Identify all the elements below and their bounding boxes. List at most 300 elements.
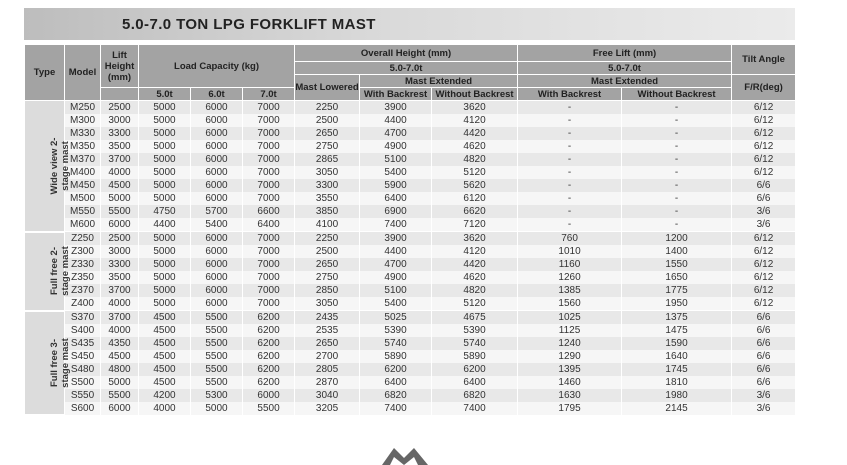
cell-model: M500 <box>65 192 101 205</box>
cell-without-backrest: 4120 <box>432 245 518 258</box>
cell-fl-with-backrest: - <box>518 192 622 205</box>
table-row <box>25 127 796 140</box>
cell-fl-with-backrest: 1260 <box>518 271 622 284</box>
cell-cap-5t: 4750 <box>139 205 191 218</box>
cell-tilt-angle: 6/6 <box>732 337 796 350</box>
table-row <box>25 350 796 363</box>
cell-cap-5t: 4400 <box>139 218 191 232</box>
cell-fl-without-backrest: 1810 <box>622 376 732 389</box>
header-without-backrest: Without Backrest <box>432 88 518 101</box>
cell-model: Z300 <box>65 245 101 258</box>
cell-cap-6t: 6000 <box>191 114 243 127</box>
cell-without-backrest: 4820 <box>432 153 518 166</box>
cell-model: S480 <box>65 363 101 376</box>
cell-without-backrest: 4420 <box>432 258 518 271</box>
cell-cap-7t: 6200 <box>243 350 295 363</box>
table-row <box>25 389 796 402</box>
cell-with-backrest: 5900 <box>360 179 432 192</box>
table-row <box>25 179 796 192</box>
cell-cap-5t: 4500 <box>139 324 191 337</box>
table-row <box>25 284 796 297</box>
cell-cap-7t: 7000 <box>243 192 295 205</box>
cell-cap-7t: 6200 <box>243 376 295 389</box>
header-cap-7t: 7.0t <box>243 88 295 101</box>
cell-mast-lowered: 3050 <box>295 166 360 179</box>
cell-cap-6t: 5500 <box>191 363 243 376</box>
cell-fl-without-backrest: - <box>622 218 732 232</box>
mast-spec-table <box>24 44 796 416</box>
cell-without-backrest: 6620 <box>432 205 518 218</box>
cell-cap-5t: 5000 <box>139 297 191 311</box>
cell-fl-with-backrest: 1795 <box>518 402 622 415</box>
cell-tilt-angle: 6/12 <box>732 166 796 179</box>
table-row <box>25 297 796 311</box>
cell-fl-without-backrest: 1775 <box>622 284 732 297</box>
cell-tilt-angle: 6/6 <box>732 311 796 325</box>
cell-without-backrest: 5890 <box>432 350 518 363</box>
cell-with-backrest: 7400 <box>360 402 432 415</box>
cell-cap-5t: 5000 <box>139 232 191 246</box>
cell-cap-5t: 5000 <box>139 258 191 271</box>
cell-mast-lowered: 2850 <box>295 284 360 297</box>
cell-model: M550 <box>65 205 101 218</box>
cell-mast-lowered: 2650 <box>295 258 360 271</box>
cell-fl-without-backrest: - <box>622 179 732 192</box>
cell-with-backrest: 5100 <box>360 153 432 166</box>
cell-tilt-angle: 6/12 <box>732 258 796 271</box>
cell-fl-without-backrest: - <box>622 205 732 218</box>
cell-fl-with-backrest: 1460 <box>518 376 622 389</box>
cell-fl-with-backrest: 1385 <box>518 284 622 297</box>
cell-cap-6t: 5700 <box>191 205 243 218</box>
cell-cap-5t: 4500 <box>139 363 191 376</box>
cell-mast-lowered: 2700 <box>295 350 360 363</box>
cell-fl-with-backrest: 1025 <box>518 311 622 325</box>
cell-fl-without-backrest: 1590 <box>622 337 732 350</box>
title-bar <box>24 8 795 40</box>
cell-cap-5t: 5000 <box>139 101 191 115</box>
cell-fl-with-backrest: 1160 <box>518 258 622 271</box>
cell-lift-height: 6000 <box>101 218 139 232</box>
cell-cap-6t: 5500 <box>191 324 243 337</box>
cell-tilt-angle: 6/12 <box>732 245 796 258</box>
cell-model: S450 <box>65 350 101 363</box>
header-free-lift: Free Lift (mm) <box>518 45 732 62</box>
table-row <box>25 153 796 166</box>
cell-model: M600 <box>65 218 101 232</box>
cell-model: M400 <box>65 166 101 179</box>
cell-cap-7t: 7000 <box>243 101 295 115</box>
cell-cap-7t: 7000 <box>243 284 295 297</box>
cell-mast-lowered: 2435 <box>295 311 360 325</box>
cell-mast-lowered: 2650 <box>295 337 360 350</box>
cell-without-backrest: 4420 <box>432 127 518 140</box>
cell-with-backrest: 3900 <box>360 232 432 246</box>
cell-lift-height: 3300 <box>101 127 139 140</box>
table-row <box>25 245 796 258</box>
cell-model: S370 <box>65 311 101 325</box>
header-load-capacity: Load Capacity (kg) <box>139 45 295 88</box>
cell-cap-7t: 7000 <box>243 245 295 258</box>
cell-cap-5t: 4500 <box>139 350 191 363</box>
cell-without-backrest: 7120 <box>432 218 518 232</box>
cell-fl-without-backrest: 1375 <box>622 311 732 325</box>
cell-with-backrest: 3900 <box>360 101 432 115</box>
cell-tilt-angle: 6/6 <box>732 376 796 389</box>
header-overall-height: Overall Height (mm) <box>295 45 518 62</box>
header-mast-lowered: Mast Lowered <box>295 75 360 101</box>
table-body <box>25 101 796 416</box>
cell-cap-6t: 6000 <box>191 284 243 297</box>
cell-fl-without-backrest: - <box>622 114 732 127</box>
cell-cap-6t: 6000 <box>191 153 243 166</box>
cell-with-backrest: 6200 <box>360 363 432 376</box>
cell-cap-5t: 5000 <box>139 192 191 205</box>
cell-with-backrest: 7400 <box>360 218 432 232</box>
table-row <box>25 205 796 218</box>
cell-fl-without-backrest: 1475 <box>622 324 732 337</box>
cell-mast-lowered: 3205 <box>295 402 360 415</box>
cell-mast-lowered: 2535 <box>295 324 360 337</box>
cell-cap-6t: 5400 <box>191 218 243 232</box>
cell-with-backrest: 4400 <box>360 245 432 258</box>
cell-with-backrest: 4700 <box>360 127 432 140</box>
cell-with-backrest: 5890 <box>360 350 432 363</box>
cell-tilt-angle: 6/12 <box>732 114 796 127</box>
table-row <box>25 271 796 284</box>
header-fl-without-backrest: Without Backrest <box>622 88 732 101</box>
cell-cap-7t: 7000 <box>243 166 295 179</box>
table-row <box>25 402 796 415</box>
table-header <box>25 45 796 101</box>
cell-fl-with-backrest: - <box>518 179 622 192</box>
table-row <box>25 324 796 337</box>
cell-tilt-angle: 6/12 <box>732 127 796 140</box>
cell-fl-with-backrest: - <box>518 140 622 153</box>
group-label: Full free 2-stage mast <box>48 246 71 296</box>
cell-tilt-angle: 6/12 <box>732 232 796 246</box>
cell-cap-6t: 5500 <box>191 311 243 325</box>
cell-lift-height: 3300 <box>101 258 139 271</box>
cell-model: S550 <box>65 389 101 402</box>
cell-with-backrest: 5400 <box>360 297 432 311</box>
cell-mast-lowered: 3300 <box>295 179 360 192</box>
cell-with-backrest: 5025 <box>360 311 432 325</box>
cell-cap-7t: 7000 <box>243 127 295 140</box>
page-title: 5.0-7.0 TON LPG FORKLIFT MAST <box>122 16 376 33</box>
cell-with-backrest: 4900 <box>360 140 432 153</box>
cell-lift-height: 4500 <box>101 179 139 192</box>
cell-tilt-angle: 3/6 <box>732 389 796 402</box>
cell-cap-6t: 6000 <box>191 166 243 179</box>
cell-cap-6t: 6000 <box>191 179 243 192</box>
cell-lift-height: 5000 <box>101 192 139 205</box>
cell-tilt-angle: 3/6 <box>732 402 796 415</box>
cell-with-backrest: 6900 <box>360 205 432 218</box>
cell-fl-with-backrest: 1125 <box>518 324 622 337</box>
header-type: Type <box>25 45 65 101</box>
cell-with-backrest: 6400 <box>360 376 432 389</box>
cell-cap-5t: 4500 <box>139 376 191 389</box>
cell-cap-6t: 5500 <box>191 337 243 350</box>
cell-with-backrest: 6400 <box>360 192 432 205</box>
group-label-cell <box>25 232 71 311</box>
cell-model: M300 <box>65 114 101 127</box>
table-row <box>25 140 796 153</box>
group-label: Full free 3-stage mast <box>48 337 71 388</box>
cell-lift-height: 3000 <box>101 245 139 258</box>
cell-cap-5t: 5000 <box>139 140 191 153</box>
cell-without-backrest: 5120 <box>432 297 518 311</box>
cell-cap-5t: 5000 <box>139 271 191 284</box>
cell-lift-height: 4800 <box>101 363 139 376</box>
cell-lift-height: 4500 <box>101 350 139 363</box>
cell-fl-with-backrest: 1290 <box>518 350 622 363</box>
group-label-cell <box>25 311 71 416</box>
group-label: Wide view 2-stage mast <box>48 137 71 195</box>
cell-fl-with-backrest: 760 <box>518 232 622 246</box>
table-row <box>25 218 796 232</box>
cell-model: M250 <box>65 101 101 115</box>
cell-cap-7t: 5500 <box>243 402 295 415</box>
cell-fl-without-backrest: - <box>622 153 732 166</box>
cell-model: M330 <box>65 127 101 140</box>
header-lift-height: Lift Height (mm) <box>101 45 139 88</box>
table-row <box>25 192 796 205</box>
cell-without-backrest: 4675 <box>432 311 518 325</box>
cell-model: Z370 <box>65 284 101 297</box>
cell-model: Z400 <box>65 297 101 311</box>
cell-model: S600 <box>65 402 101 415</box>
cell-fl-without-backrest: - <box>622 192 732 205</box>
cell-cap-5t: 5000 <box>139 245 191 258</box>
cell-lift-height: 3700 <box>101 311 139 325</box>
cell-with-backrest: 5740 <box>360 337 432 350</box>
cell-cap-7t: 7000 <box>243 232 295 246</box>
cell-cap-6t: 6000 <box>191 127 243 140</box>
cell-with-backrest: 4700 <box>360 258 432 271</box>
cell-fl-with-backrest: - <box>518 114 622 127</box>
cell-cap-7t: 6000 <box>243 389 295 402</box>
table-row <box>25 101 796 115</box>
cell-lift-height: 4350 <box>101 337 139 350</box>
header-empty <box>101 88 139 101</box>
cell-model: S500 <box>65 376 101 389</box>
cell-fl-without-backrest: - <box>622 101 732 115</box>
cell-tilt-angle: 6/12 <box>732 271 796 284</box>
cell-model: M350 <box>65 140 101 153</box>
cell-cap-6t: 6000 <box>191 232 243 246</box>
cell-fl-with-backrest: - <box>518 127 622 140</box>
cell-mast-lowered: 2500 <box>295 245 360 258</box>
cell-mast-lowered: 2870 <box>295 376 360 389</box>
cell-model: Z330 <box>65 258 101 271</box>
cell-cap-7t: 7000 <box>243 297 295 311</box>
table-row <box>25 166 796 179</box>
header-fl-range: 5.0-7.0t <box>518 62 732 75</box>
cell-lift-height: 5500 <box>101 389 139 402</box>
cell-lift-height: 3700 <box>101 284 139 297</box>
cell-cap-5t: 4200 <box>139 389 191 402</box>
cell-cap-5t: 5000 <box>139 166 191 179</box>
cell-cap-6t: 5500 <box>191 350 243 363</box>
cell-without-backrest: 6820 <box>432 389 518 402</box>
cell-model: S400 <box>65 324 101 337</box>
header-with-backrest: With Backrest <box>360 88 432 101</box>
cell-cap-7t: 6400 <box>243 218 295 232</box>
cell-tilt-angle: 6/12 <box>732 153 796 166</box>
cell-with-backrest: 4400 <box>360 114 432 127</box>
cell-lift-height: 3700 <box>101 153 139 166</box>
cell-cap-5t: 4000 <box>139 402 191 415</box>
cell-without-backrest: 6400 <box>432 376 518 389</box>
cell-mast-lowered: 2865 <box>295 153 360 166</box>
header-mast-extended: Mast Extended <box>360 75 518 88</box>
cell-cap-6t: 5500 <box>191 376 243 389</box>
header-tilt-fr: F/R(deg) <box>732 75 796 101</box>
header-cap-5t: 5.0t <box>139 88 191 101</box>
cell-cap-6t: 6000 <box>191 140 243 153</box>
cell-with-backrest: 6820 <box>360 389 432 402</box>
cell-fl-with-backrest: - <box>518 205 622 218</box>
table-row <box>25 337 796 350</box>
cell-lift-height: 6000 <box>101 402 139 415</box>
cell-tilt-angle: 6/6 <box>732 363 796 376</box>
cell-without-backrest: 6120 <box>432 192 518 205</box>
cell-cap-5t: 4500 <box>139 311 191 325</box>
cell-mast-lowered: 3550 <box>295 192 360 205</box>
cell-tilt-angle: 6/6 <box>732 192 796 205</box>
header-oh-range: 5.0-7.0t <box>295 62 518 75</box>
cell-lift-height: 4000 <box>101 324 139 337</box>
cell-cap-6t: 6000 <box>191 192 243 205</box>
cell-cap-5t: 5000 <box>139 179 191 192</box>
cell-cap-6t: 6000 <box>191 271 243 284</box>
cell-lift-height: 3500 <box>101 140 139 153</box>
cell-cap-7t: 7000 <box>243 271 295 284</box>
cell-without-backrest: 4620 <box>432 140 518 153</box>
cell-fl-without-backrest: 1400 <box>622 245 732 258</box>
cell-cap-7t: 7000 <box>243 114 295 127</box>
cell-cap-7t: 6200 <box>243 337 295 350</box>
cell-lift-height: 5500 <box>101 205 139 218</box>
cell-lift-height: 4000 <box>101 297 139 311</box>
cell-mast-lowered: 2750 <box>295 140 360 153</box>
cell-mast-lowered: 2500 <box>295 114 360 127</box>
cell-fl-without-backrest: 1650 <box>622 271 732 284</box>
cell-cap-6t: 6000 <box>191 258 243 271</box>
cell-tilt-angle: 6/6 <box>732 179 796 192</box>
cell-fl-with-backrest: 1240 <box>518 337 622 350</box>
cell-without-backrest: 5740 <box>432 337 518 350</box>
cell-cap-7t: 6200 <box>243 363 295 376</box>
table-row <box>25 311 796 325</box>
header-tilt-angle: Tilt Angle <box>732 45 796 75</box>
cell-without-backrest: 3620 <box>432 101 518 115</box>
cell-lift-height: 4000 <box>101 166 139 179</box>
cell-cap-5t: 5000 <box>139 284 191 297</box>
cell-fl-with-backrest: 1010 <box>518 245 622 258</box>
cell-model: S435 <box>65 337 101 350</box>
cell-cap-7t: 6200 <box>243 324 295 337</box>
cell-mast-lowered: 3040 <box>295 389 360 402</box>
cell-mast-lowered: 2750 <box>295 271 360 284</box>
cell-fl-without-backrest: - <box>622 166 732 179</box>
cell-without-backrest: 5620 <box>432 179 518 192</box>
cell-fl-with-backrest: - <box>518 218 622 232</box>
cell-fl-without-backrest: 2145 <box>622 402 732 415</box>
cell-cap-6t: 6000 <box>191 245 243 258</box>
cell-tilt-angle: 6/12 <box>732 297 796 311</box>
table-row <box>25 232 796 246</box>
cell-fl-without-backrest: 1640 <box>622 350 732 363</box>
cell-fl-with-backrest: - <box>518 101 622 115</box>
group-label-cell <box>25 101 71 232</box>
cell-cap-6t: 6000 <box>191 297 243 311</box>
cell-cap-7t: 7000 <box>243 179 295 192</box>
cell-mast-lowered: 3850 <box>295 205 360 218</box>
cell-fl-without-backrest: - <box>622 127 732 140</box>
cell-tilt-angle: 6/12 <box>732 140 796 153</box>
cell-tilt-angle: 3/6 <box>732 205 796 218</box>
cell-lift-height: 2500 <box>101 232 139 246</box>
cell-mast-lowered: 2805 <box>295 363 360 376</box>
cell-with-backrest: 5390 <box>360 324 432 337</box>
header-fl-mast-extended: Mast Extended <box>518 75 732 88</box>
cell-lift-height: 5000 <box>101 376 139 389</box>
cell-without-backrest: 4820 <box>432 284 518 297</box>
cell-without-backrest: 5390 <box>432 324 518 337</box>
cell-fl-without-backrest: 1200 <box>622 232 732 246</box>
cell-lift-height: 2500 <box>101 101 139 115</box>
cell-cap-5t: 5000 <box>139 127 191 140</box>
cell-cap-7t: 6600 <box>243 205 295 218</box>
cell-mast-lowered: 2650 <box>295 127 360 140</box>
cell-cap-6t: 5300 <box>191 389 243 402</box>
cell-without-backrest: 3620 <box>432 232 518 246</box>
cell-tilt-angle: 6/12 <box>732 101 796 115</box>
table-row <box>25 258 796 271</box>
cell-cap-6t: 5000 <box>191 402 243 415</box>
cell-tilt-angle: 6/6 <box>732 324 796 337</box>
cell-fl-without-backrest: - <box>622 140 732 153</box>
header-fl-with-backrest: With Backrest <box>518 88 622 101</box>
cell-without-backrest: 4120 <box>432 114 518 127</box>
cell-cap-7t: 7000 <box>243 153 295 166</box>
cell-cap-5t: 5000 <box>139 153 191 166</box>
cell-without-backrest: 4620 <box>432 271 518 284</box>
cell-cap-7t: 6200 <box>243 311 295 325</box>
cell-fl-without-backrest: 1950 <box>622 297 732 311</box>
cell-cap-7t: 7000 <box>243 258 295 271</box>
cell-fl-with-backrest: 1630 <box>518 389 622 402</box>
cell-model: M450 <box>65 179 101 192</box>
header-model: Model <box>65 45 101 101</box>
cell-mast-lowered: 4100 <box>295 218 360 232</box>
cell-fl-without-backrest: 1980 <box>622 389 732 402</box>
header-cap-6t: 6.0t <box>191 88 243 101</box>
cell-lift-height: 3500 <box>101 271 139 284</box>
cell-cap-5t: 4500 <box>139 337 191 350</box>
cell-mast-lowered: 3050 <box>295 297 360 311</box>
cell-model: Z350 <box>65 271 101 284</box>
table-row <box>25 363 796 376</box>
table-row <box>25 114 796 127</box>
cell-tilt-angle: 6/12 <box>732 284 796 297</box>
cell-fl-with-backrest: - <box>518 153 622 166</box>
cell-without-backrest: 7400 <box>432 402 518 415</box>
cell-tilt-angle: 6/6 <box>732 350 796 363</box>
